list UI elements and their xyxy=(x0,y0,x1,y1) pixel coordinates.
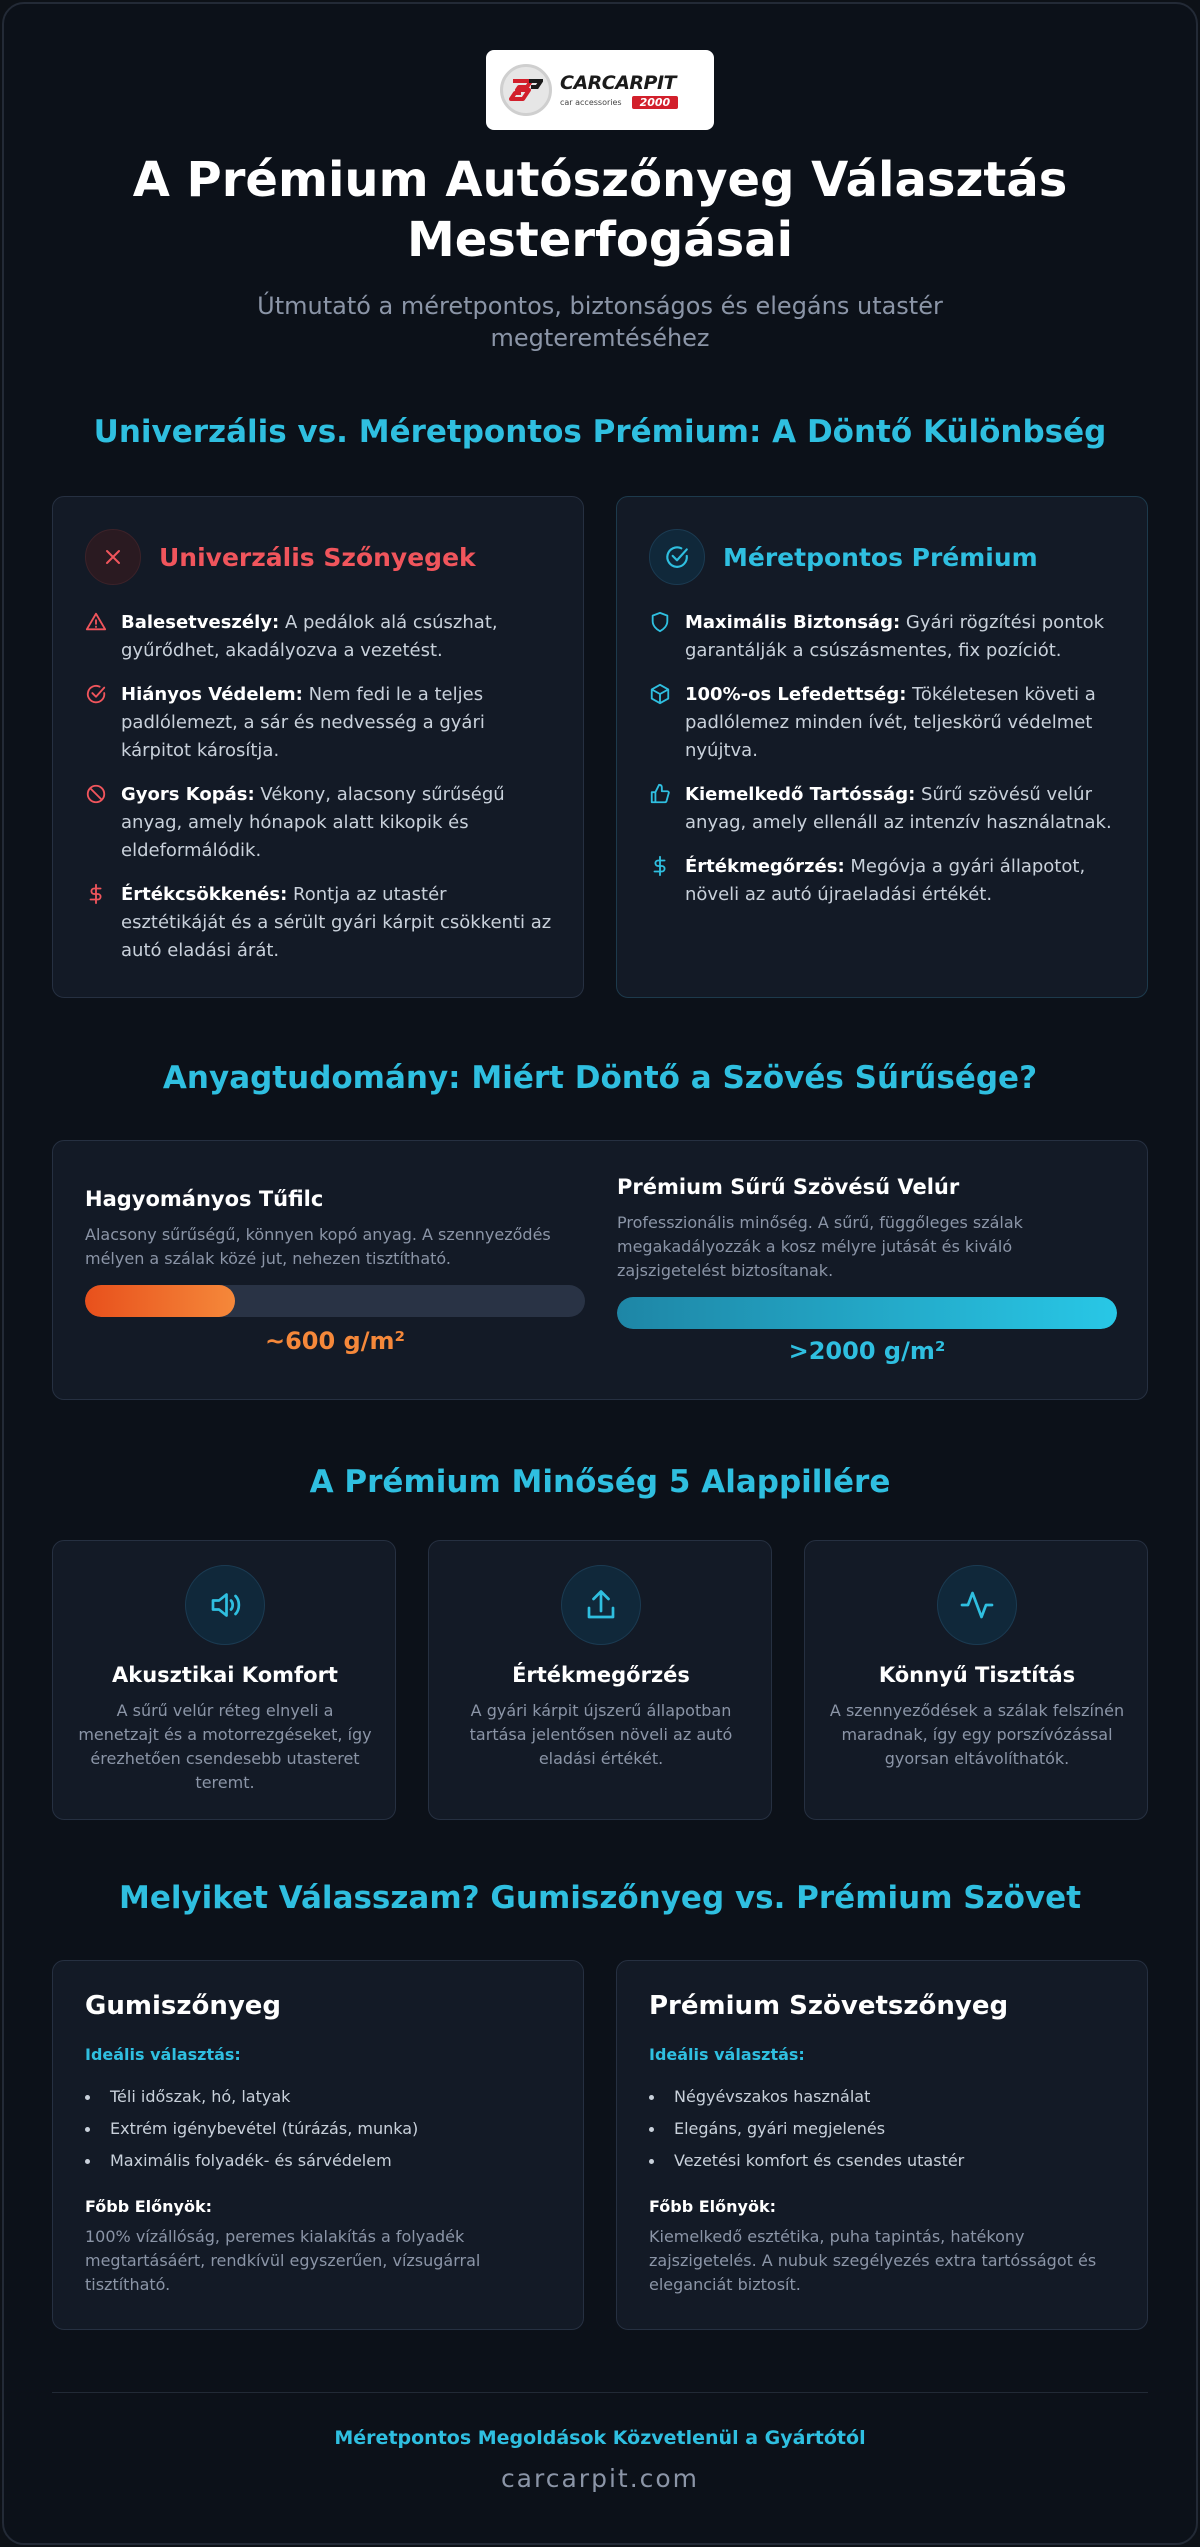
upload-icon xyxy=(561,1565,641,1645)
rubber-advantages-label: Főbb Előnyök: xyxy=(85,2197,213,2216)
footer-url-link[interactable]: carcarpit.com xyxy=(500,2464,700,2493)
choice-section-title: Melyiket Válasszam? Gumiszőnyeg vs. Prémium Szövet xyxy=(118,1880,1082,1916)
page-title xyxy=(60,150,1140,270)
shield-icon xyxy=(649,611,673,665)
list-item-text: Négyévszakos használat xyxy=(674,2087,871,2106)
page-title-line1: A Prémium Autószőnyeg Választás xyxy=(132,152,1068,208)
item-text: Nem fedi le a teljes padlólemezt, a sár és nedvesség a gyári kárpitot károsítja. xyxy=(121,684,485,761)
premium-density-bar xyxy=(617,1297,1117,1329)
premium-density-value: >2000 g/m² xyxy=(788,1337,946,1365)
item-bold: Balesetveszély: xyxy=(121,612,280,633)
item-text: Sűrű szövésű velúr anyag, amely ellenáll az intenzív használatnak. xyxy=(685,784,1112,833)
premium-material-desc: Professzionális minőség. A sűrű, függőleges szálak megakadályozzák a kosz mélyre jutását és kiváló zajszigetelést biztosítanak. xyxy=(617,1213,1023,1280)
comparison-section-title: Univerzális vs. Méretpontos Prémium: A Döntő Különbség xyxy=(93,414,1107,450)
traditional-density-bar xyxy=(85,1285,585,1317)
list-item xyxy=(649,781,1119,837)
pillar-card xyxy=(52,1540,396,1820)
list-item xyxy=(649,2081,964,2113)
pillar-desc: A sűrű velúr réteg elnyeli a menetzajt és a motorrezgéseket, így érezhetően csendesebb utasteret teremt. xyxy=(78,1701,372,1792)
pillar-title: Könnyű Tisztítás xyxy=(878,1663,1076,1687)
page-subtitle-line2: megteremtéséhez xyxy=(490,324,710,352)
traditional-density-value: ~600 g/m² xyxy=(264,1327,406,1355)
list-item xyxy=(85,681,555,765)
fabric-card xyxy=(616,1960,1148,2330)
list-item-text: Maximális folyadék- és sárvédelem xyxy=(110,2151,392,2170)
pillar-desc: A gyári kárpit újszerű állapotban tartása jelentősen növeli az autó eladási értékét. xyxy=(469,1701,733,1768)
premium-density-bar-fill xyxy=(617,1297,1117,1329)
list-item xyxy=(649,681,1119,765)
item-text: Rontja az utastér esztétikáját és a sérült gyári kárpit csökkenti az autó eladási árát. xyxy=(121,884,552,961)
traditional-title: Hagyományos Tűfilc xyxy=(85,1187,324,1211)
item-bold: Értékcsökkenés: xyxy=(121,884,288,905)
item-bold: Kiemelkedő Tartósság: xyxy=(685,784,916,805)
universal-card-title: Univerzális Szőnyegek xyxy=(159,542,476,572)
pillar-title: Akusztikai Komfort xyxy=(112,1663,338,1687)
page-subtitle xyxy=(200,290,1000,354)
page-subtitle-line1: Útmutató a méretpontos, biztonságos és elegáns utastér xyxy=(257,292,943,320)
footer-divider xyxy=(52,2392,1148,2393)
logo-brand-text: CARCARPIT xyxy=(560,71,677,94)
logo-sub-text: car accessories xyxy=(560,97,622,107)
item-bold: Értékmegőrzés: xyxy=(685,856,845,877)
item-text: Vékony, alacsony sűrűségű anyag, amely hónapok alatt kikopik és eldeformálódik. xyxy=(121,784,505,861)
item-bold: 100%-os Lefedettség: xyxy=(685,684,907,705)
list-item xyxy=(85,2145,418,2177)
premium-material-title: Prémium Sűrű Szövésű Velúr xyxy=(617,1175,960,1199)
fabric-advantages-text: Kiemelkedő esztétika, puha tapintás, hatékony zajszigetelés. A nubuk szegélyezés extra tartósságot és eleganciát biztosít. xyxy=(649,2227,1097,2294)
speaker-icon xyxy=(185,1565,265,1645)
pillar-title: Értékmegőrzés xyxy=(512,1663,690,1687)
item-bold: Hiányos Védelem: xyxy=(121,684,303,705)
ban-icon xyxy=(85,783,109,865)
check-badge-icon xyxy=(649,529,705,585)
rubber-title: Gumiszőnyeg xyxy=(85,1991,282,2021)
item-text: Tökéletesen követi a padlólemez minden ívét, teljeskörű védelmet nyújtva. xyxy=(685,684,1096,761)
fabric-title: Prémium Szövetszőnyeg xyxy=(649,1991,1009,2021)
fabric-ideal-label: Ideális választás: xyxy=(649,2045,805,2064)
list-item xyxy=(85,881,555,965)
list-item xyxy=(85,2081,418,2113)
item-bold: Gyors Kopás: xyxy=(121,784,255,805)
list-item xyxy=(649,2113,964,2145)
rubber-card xyxy=(52,1960,584,2330)
logo-badge: 2000 xyxy=(632,96,679,109)
pillars-section-title: A Prémium Minőség 5 Alappillére xyxy=(309,1464,891,1500)
x-circle-icon xyxy=(85,529,141,585)
warning-icon xyxy=(85,611,109,665)
thumbs-up-icon xyxy=(649,783,673,837)
dollar-icon xyxy=(649,855,673,909)
item-bold: Maximális Biztonság: xyxy=(685,612,901,633)
list-item-text: Extrém igénybevétel (túrázás, munka) xyxy=(110,2119,419,2138)
dollar-icon xyxy=(85,883,109,965)
logo-emblem-icon xyxy=(500,64,552,116)
pillar-desc: A szennyeződések a szálak felszínén maradnak, így egy porszívózással gyorsan eltávolíthatók. xyxy=(829,1701,1125,1768)
item-text: Gyári rögzítési pontok garantálják a csúszásmentes, fix pozíciót. xyxy=(685,612,1105,661)
premium-material xyxy=(617,1175,1117,1283)
fabric-advantages-label: Főbb Előnyök: xyxy=(649,2197,777,2216)
list-item-text: Vezetési komfort és csendes utastér xyxy=(674,2151,965,2170)
pillar-card xyxy=(804,1540,1148,1820)
list-item xyxy=(85,2113,418,2145)
list-item-text: Elegáns, gyári megjelenés xyxy=(674,2119,886,2138)
page-title-line2: Mesterfogásai xyxy=(406,212,794,268)
list-item xyxy=(649,2145,964,2177)
list-item xyxy=(85,781,555,865)
item-text: Megóvja a gyári állapotot, növeli az autó újraeladási értékét. xyxy=(685,856,1086,905)
brand-logo[interactable] xyxy=(486,50,714,130)
item-text: A pedálok alá csúszhat, gyűrődhet, akadályozva a vezetést. xyxy=(121,612,498,661)
rubber-advantages-text: 100% vízállóság, peremes kialakítás a folyadék megtartásáért, rendkívül egyszerűen, vízsugárral tisztítható. xyxy=(85,2227,481,2294)
material-section-title: Anyagtudomány: Miért Döntő a Szövés Sűrűsége? xyxy=(162,1060,1038,1096)
universal-card xyxy=(52,496,584,998)
material-card xyxy=(52,1140,1148,1400)
pillar-card xyxy=(428,1540,772,1820)
cube-icon xyxy=(649,683,673,765)
activity-icon xyxy=(937,1565,1017,1645)
list-item xyxy=(85,609,555,665)
footer-tagline: Méretpontos Megoldások Közvetlenül a Gyártótól xyxy=(334,2427,866,2449)
premium-card xyxy=(616,496,1148,998)
check-circle-icon xyxy=(85,683,109,765)
fabric-ideal-list xyxy=(649,2081,964,2177)
traditional-desc: Alacsony sűrűségű, könnyen kopó anyag. A szennyeződés mélyen a szálak közé jut, nehezen tisztítható. xyxy=(85,1225,551,1268)
list-item xyxy=(649,609,1119,665)
premium-card-title: Méretpontos Prémium xyxy=(723,542,1038,572)
rubber-ideal-list xyxy=(85,2081,418,2177)
rubber-ideal-label: Ideális választás: xyxy=(85,2045,241,2064)
traditional-material xyxy=(85,1187,585,1271)
traditional-density-bar-fill xyxy=(85,1285,235,1317)
list-item xyxy=(649,853,1119,909)
list-item-text: Téli időszak, hó, latyak xyxy=(110,2087,291,2106)
